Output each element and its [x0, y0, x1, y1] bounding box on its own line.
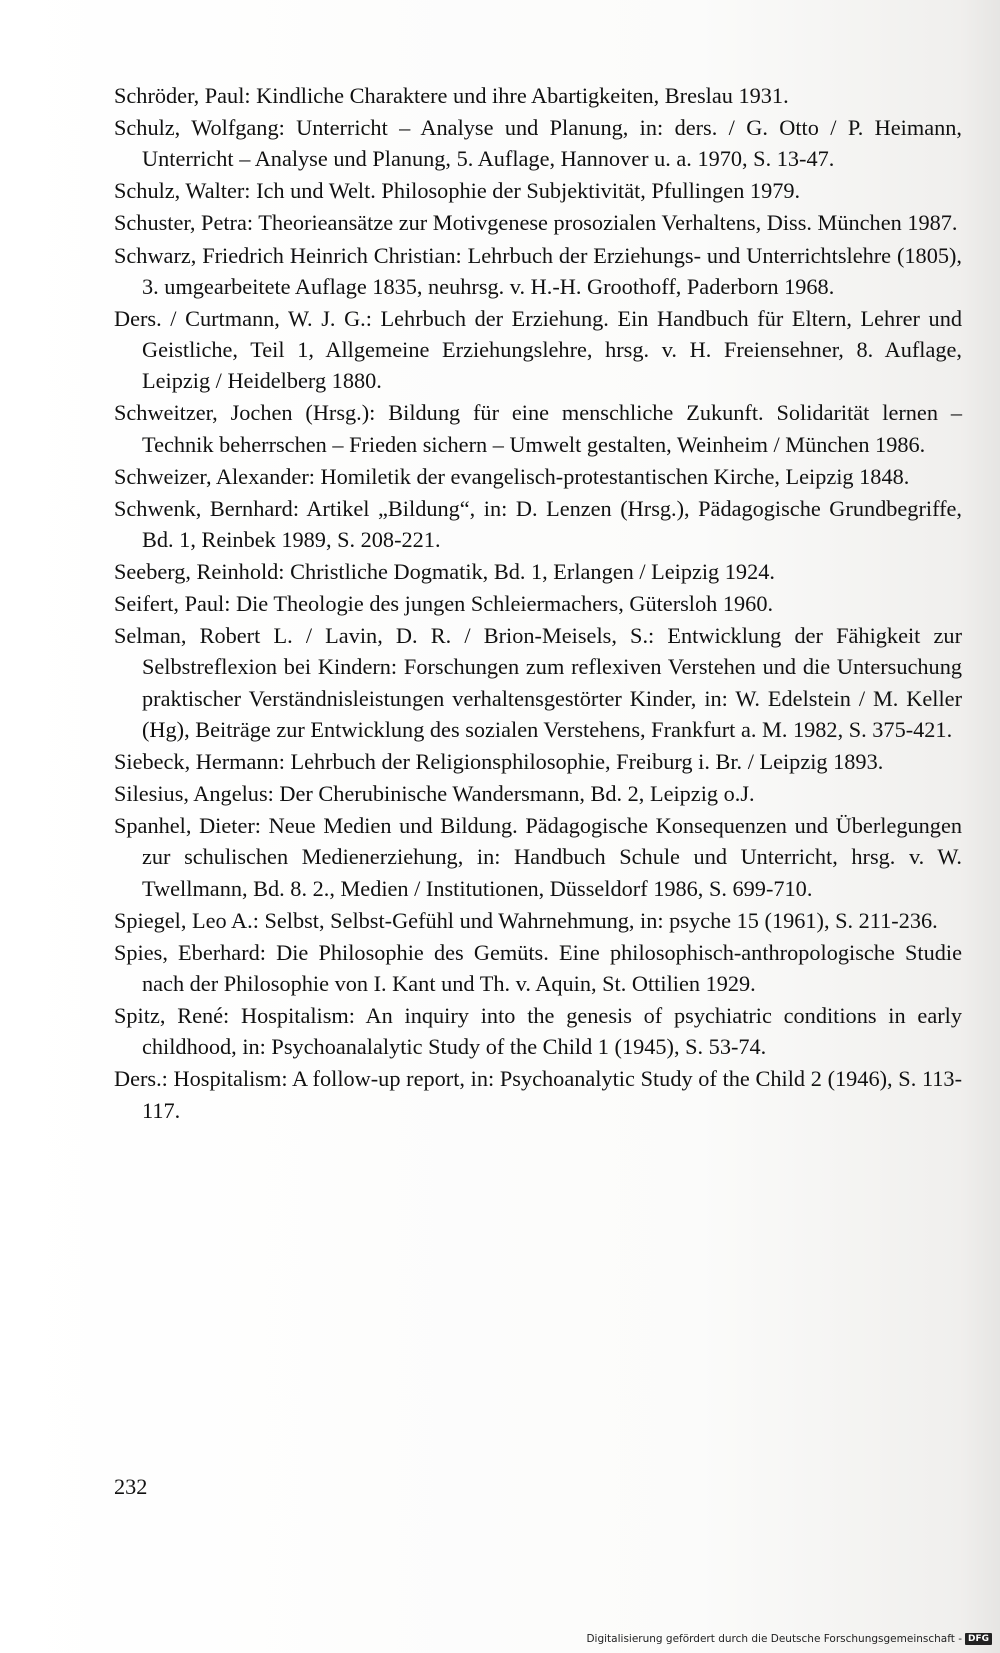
- bibliography-entry: Seifert, Paul: Die Theologie des jungen Schleiermachers, Gütersloh 1960.: [114, 591, 774, 617]
- bibliography-entry: Schweitzer, Jochen (Hrsg.): Bildung für eine menschliche Zukunft. Solidarität lernen – Technik beherrschen – Frieden sichern – Umwelt gestalten, Weinheim / München 1986.: [114, 400, 962, 457]
- bibliography-entry: Selman, Robert L. / Lavin, D. R. / Brion-Meisels, S.: Entwicklung der Fähigkeit zur Selbstreflexion bei Kindern: Forschungen zum reflexiven Verstehen und die Untersuchung praktischer Verständnisleistungen verhaltensgestörter Kinder, in: W. Edelstein / M. Keller (Hg), Beiträge zur Entwicklung des sozialen Verstehens, Frankfurt a. M. 1982, S. 375-421.: [114, 623, 962, 742]
- bibliography-entry: Seeberg, Reinhold: Christliche Dogmatik, Bd. 1, Erlangen / Leipzig 1924.: [114, 559, 775, 585]
- digitization-footer: [586, 1633, 992, 1645]
- bibliography-entry: Schulz, Walter: Ich und Welt. Philosophie der Subjektivität, Pfullingen 1979.: [114, 178, 801, 204]
- bibliography-entry: Siebeck, Hermann: Lehrbuch der Religionsphilosophie, Freiburg i. Br. / Leipzig 1893.: [114, 748, 884, 774]
- bibliography-entry: Schulz, Wolfgang: Unterricht – Analyse und Planung, in: ders. / G. Otto / P. Heimann, Unterricht – Analyse und Planung, 5. Auflage, Hannover u. a. 1970, S. 13-47.: [114, 115, 962, 172]
- bibliography-entry: Spanhel, Dieter: Neue Medien und Bildung. Pädagogische Konsequenzen und Überlegungen zur schulischen Medienerziehung, in: Handbuch Schule und Unterricht, hrsg. v. W. Twellmann, Bd. 8. 2., Medien / Institutionen, Düsseldorf 1986, S. 699-710.: [114, 813, 962, 901]
- bibliography-entry: Ders. / Curtmann, W. J. G.: Lehrbuch der Erziehung. Ein Handbuch für Eltern, Lehrer und Geistliche, Teil 1, Allgemeine Erziehungslehre, hrsg. v. H. Freiensehner, 8. Auflage, Leipzig / Heidelberg 1880.: [114, 305, 962, 394]
- bibliography-entry: Schwarz, Friedrich Heinrich Christian: Lehrbuch der Erziehungs- und Unterrichtslehre (1805), 3. umgearbeitete Auflage 1835, neuhrsg. v. H.-H. Groothoff, Paderborn 1968.: [114, 242, 962, 299]
- funding-credit: Digitalisierung gefördert durch die Deutsche Forschungsgemeinschaft -: [586, 1633, 962, 1645]
- bibliography-entry: Schröder, Paul: Kindliche Charaktere und ihre Abartigkeiten, Breslau 1931.: [114, 83, 789, 108]
- bibliography-entry: Schuster, Petra: Theorieansätze zur Motivgenese prosozialen Verhaltens, Diss. München 1987.: [114, 210, 958, 236]
- bibliography-entry: Schweizer, Alexander: Homiletik der evangelisch-protestantischen Kirche, Leipzig 1848.: [114, 463, 910, 489]
- bibliography-entry: Schwenk, Bernhard: Artikel „Bildung“, in: D. Lenzen (Hrsg.), Pädagogische Grundbegriffe, Bd. 1, Reinbek 1989, S. 208-221.: [114, 495, 962, 552]
- page-number: 232: [114, 1474, 148, 1499]
- bibliography-list: [114, 80, 962, 1127]
- dfg-logo: DFG: [965, 1633, 992, 1645]
- bibliography-entry: Spitz, René: Hospitalism: An inquiry into the genesis of psychiatric conditions in early childhood, in: Psychoanalalytic Study of the Child 1 (1945), S. 53-74.: [114, 1003, 962, 1060]
- bibliography-entry: Spiegel, Leo A.: Selbst, Selbst-Gefühl und Wahrnehmung, in: psyche 15 (1961), S. 211-236.: [114, 907, 938, 933]
- bibliography-entry: Spies, Eberhard: Die Philosophie des Gemüts. Eine philosophisch-anthropologische Studie nach der Philosophie von I. Kant und Th. v. Aquin, St. Ottilien 1929.: [114, 939, 962, 996]
- bibliography-entry: Ders.: Hospitalism: A follow-up report, in: Psychoanalytic Study of the Child 2 (1946), S. 113-117.: [114, 1066, 962, 1123]
- bibliography-entry: Silesius, Angelus: Der Cherubinische Wandersmann, Bd. 2, Leipzig o.J.: [114, 781, 755, 807]
